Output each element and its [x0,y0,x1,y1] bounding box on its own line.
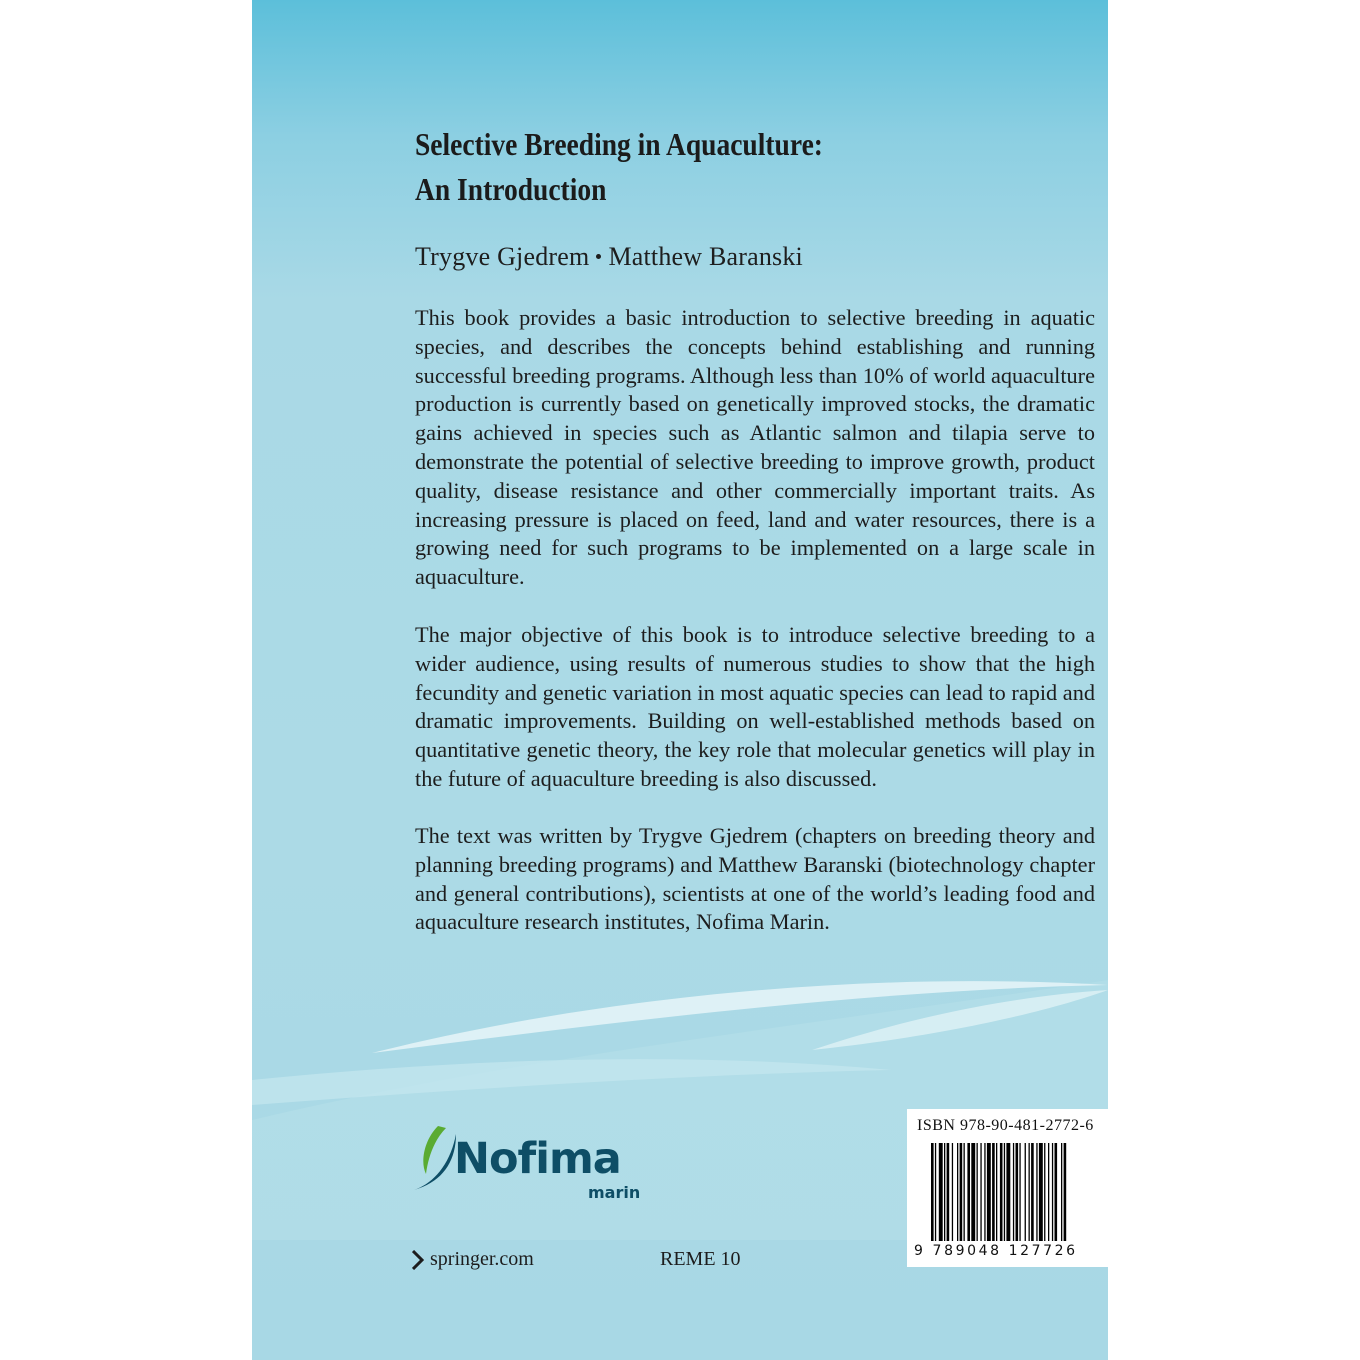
website-label: springer.com [430,1248,534,1270]
author-name: Matthew Baranski [608,242,803,271]
description-paragraph: The major objective of this book is to introduce selective breeding to a wider audience, using results of numerous studies to show that the high fecundity and genetic variation in most aquatic species can lead to rapid and dramatic improvements. Building on well-established methods based on quantitative genetic theory, the key role that molecular genetics will play in the future of aquaculture breeding is also discussed. [415,622,1095,791]
barcode-bar [1036,1143,1037,1241]
barcode-bar [1052,1143,1053,1241]
barcode-bar [1029,1143,1030,1241]
barcode-bar [980,1143,981,1241]
barcode-bar [1000,1143,1003,1241]
barcode-bar [1048,1143,1049,1241]
barcode-bar [960,1143,963,1241]
barcode-bar [1004,1143,1005,1241]
book-title [415,122,931,212]
barcode-bar [1064,1143,1067,1241]
barcode-bar [957,1143,958,1241]
barcode-bar [992,1143,995,1241]
barcode-bar [1039,1143,1043,1241]
title-line-2: An Introduction [415,171,607,207]
barcode-bar [952,1143,953,1241]
chevron-right-icon [412,1250,424,1270]
logo-subtitle: marin [588,1183,641,1202]
barcode-bar [1013,1143,1014,1241]
barcode-bar [1044,1143,1045,1241]
springer-link[interactable] [412,1248,534,1271]
back-cover [252,0,1108,1360]
barcode-bar [1031,1143,1034,1241]
author-name: Trygve Gjedrem [415,242,590,271]
barcode-bar [947,1143,950,1241]
barcode-bar [964,1143,965,1241]
description-paragraph: This book provides a basic introduction to selective breeding in aquatic species, and describes the concepts behind establishing and running successful breeding programs. Although less than 10% of world aquaculture production is currently based on genetically improved stocks, the dramatic gains achieved in species such as Atlantic salmon and tilapia serve to demonstrate the potential of selective breeding to improve growth, product quality, disease resistance and other commercially important traits. As increasing pressure is placed on feed, land and water resources, there is a growing need for such programs to be implemented on a large scale in aquaculture. [415,305,1095,590]
barcode-bar [1019,1143,1020,1241]
barcode-bar [935,1143,936,1241]
barcode-bar [971,1143,975,1241]
barcode-bar [987,1143,991,1241]
authors [415,242,803,272]
barcode [907,1109,1108,1267]
barcode-bar [1016,1143,1019,1241]
barcode-bar [1006,1143,1010,1241]
description-paragraph: The text was written by Trygve Gjedrem (chapters on breeding theory and planning breeding programs) and Matthew Baranski (biotechnology chapter and general contributions), scientists at one of the world’s leading food and aquaculture research institutes, Nofima Marin. [415,823,1095,935]
title-line-1: Selective Breeding in Aquaculture: [415,126,823,162]
barcode-bar [1061,1143,1062,1241]
barcode-bar [931,1143,934,1241]
barcode-bar [939,1143,943,1241]
barcode-bar [996,1143,997,1241]
bullet-separator [596,254,601,259]
barcode-bar [984,1143,985,1241]
isbn-label: ISBN 978-90-481-2772-6 [917,1117,1094,1134]
barcode-bar [967,1143,970,1241]
barcode-bar [944,1143,945,1241]
nofima-logo [412,1122,652,1212]
barcode-bar [1055,1143,1058,1241]
barcode-bars [931,1143,1108,1241]
barcode-digits: 9 789048 127726 [914,1243,1078,1259]
series-code: REME 10 [660,1248,741,1270]
barcode-bar [977,1143,978,1241]
barcode-bar [1025,1143,1026,1241]
logo-name: Nofima [454,1134,621,1184]
